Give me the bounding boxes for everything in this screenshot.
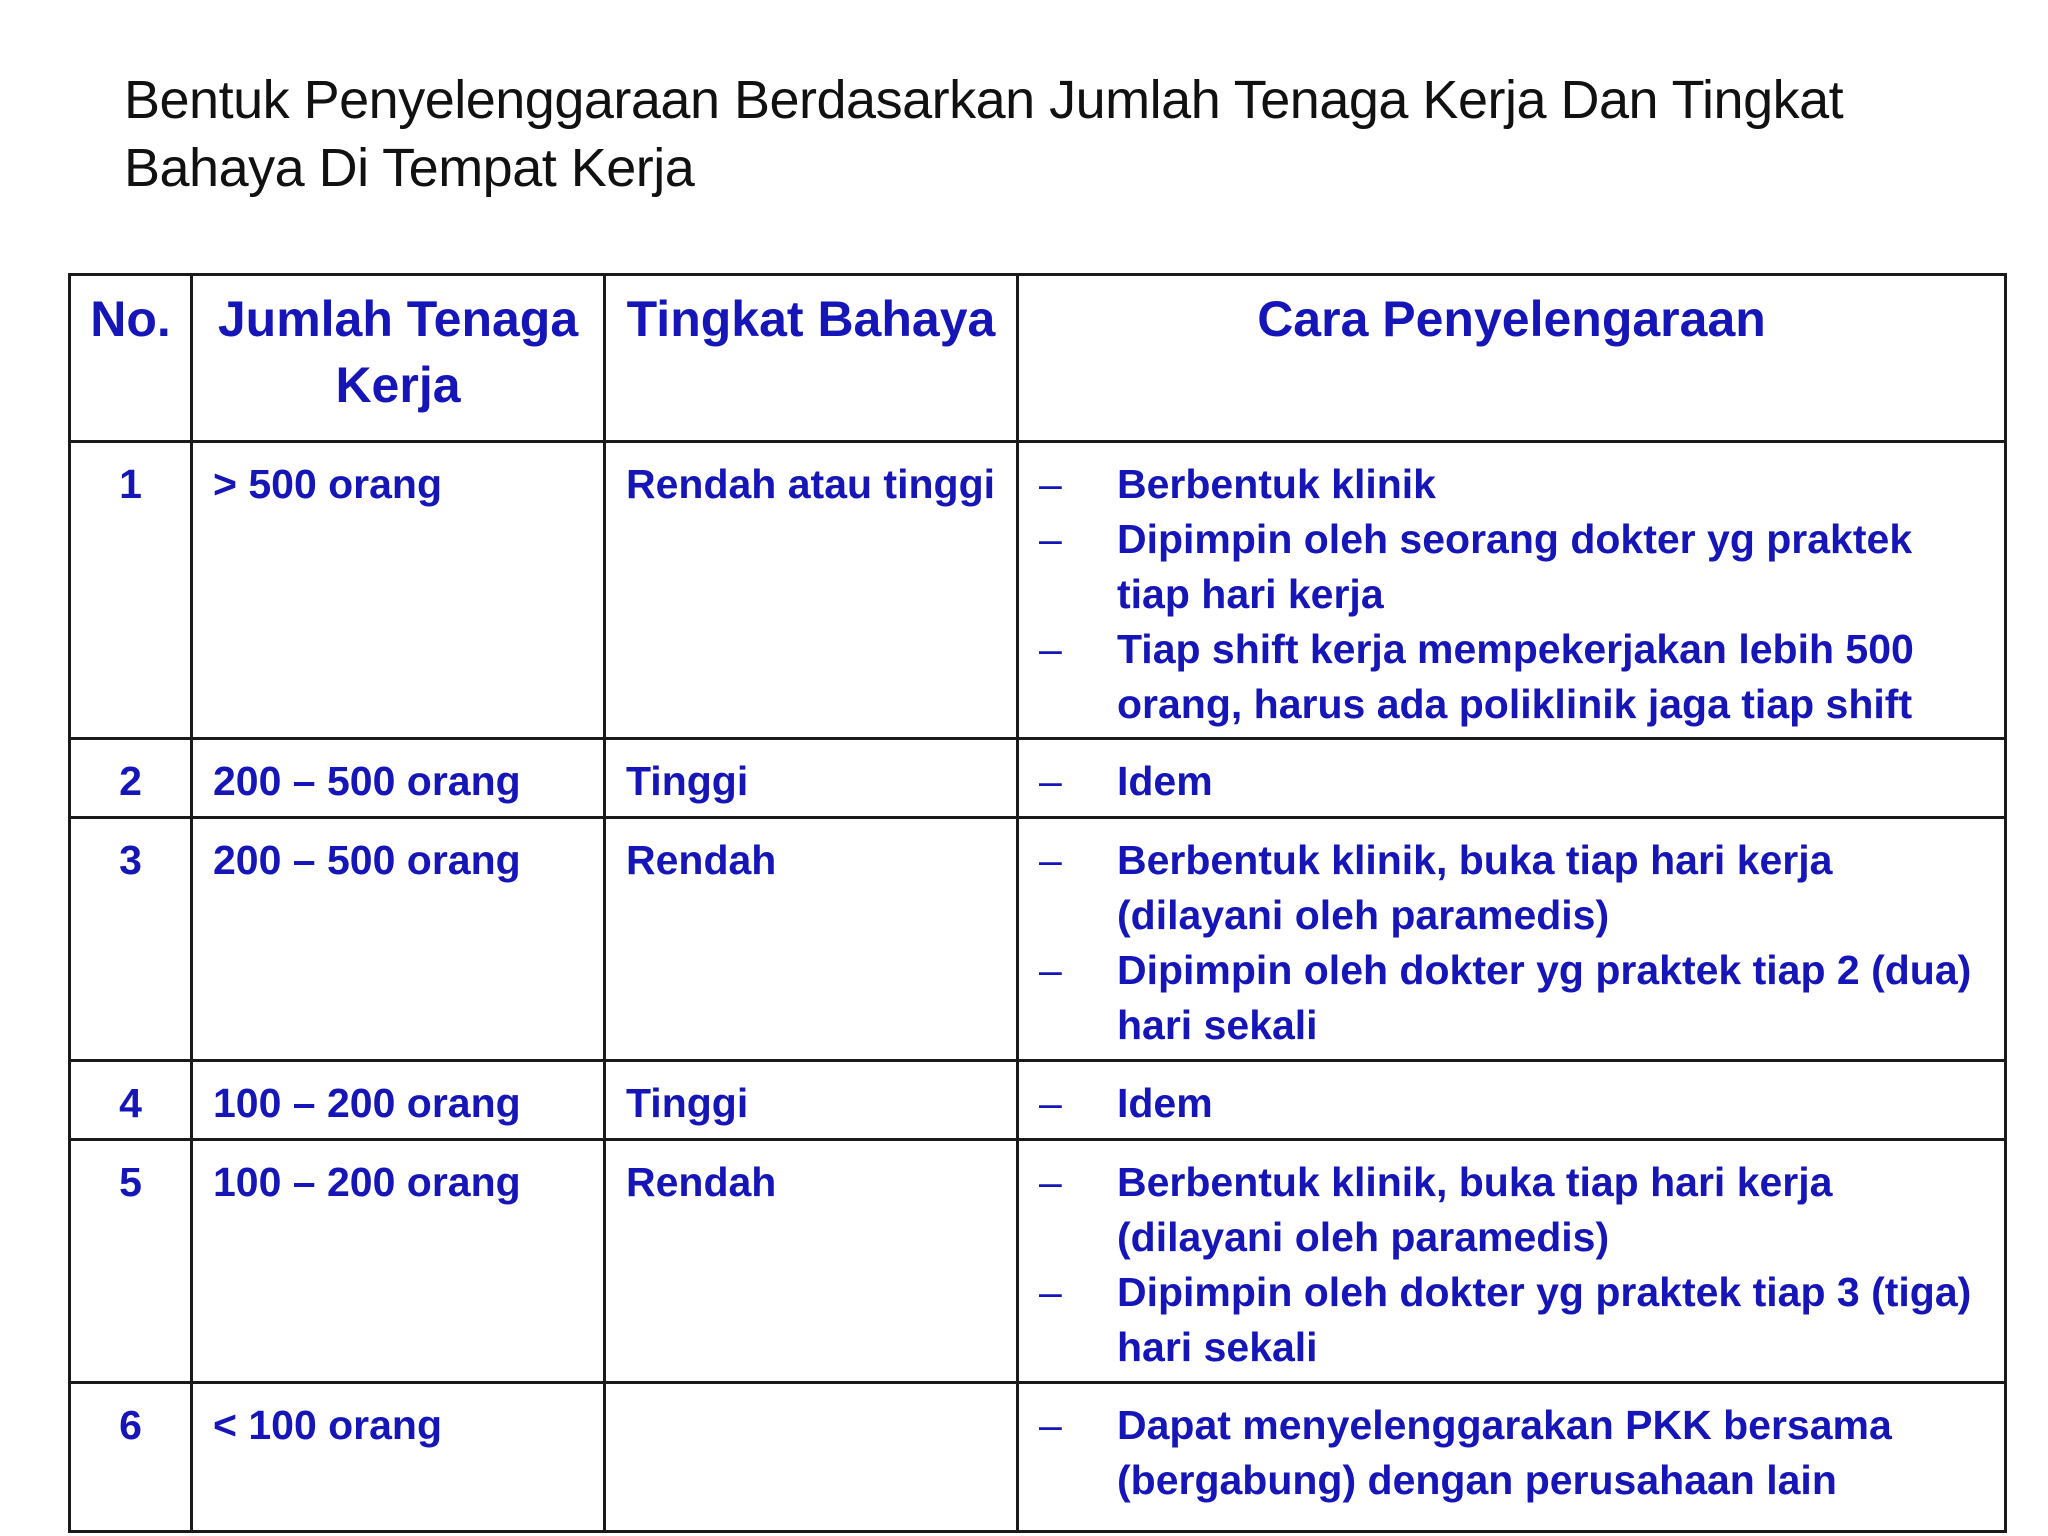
cell-cara — [1018, 1383, 2006, 1532]
cell-cara — [1018, 739, 2006, 818]
cell-bahaya: Rendah — [605, 818, 1018, 1061]
header-no: No. — [70, 275, 192, 442]
dash-bullet-icon: – — [1039, 626, 1062, 672]
cell-bahaya: Tinggi — [605, 1061, 1018, 1140]
cell-no: 4 — [70, 1061, 192, 1140]
dash-bullet-icon: – — [1039, 1269, 1062, 1315]
cell-no: 3 — [70, 818, 192, 1061]
table-row — [70, 442, 2006, 739]
dash-bullet-icon: – — [1039, 1159, 1062, 1205]
dash-bullet-icon: – — [1039, 1080, 1062, 1126]
dash-bullet-icon: – — [1039, 516, 1062, 562]
table-row — [70, 1061, 2006, 1140]
table-row — [70, 739, 2006, 818]
list-item: – Idem — [1019, 754, 1984, 809]
page-title-line-1: Bentuk Penyelenggaraan Berdasarkan Jumlah Tenaga Kerja Dan Tingkat — [124, 70, 1844, 130]
cell-no: 5 — [70, 1140, 192, 1383]
cell-cara — [1018, 1140, 2006, 1383]
cell-cara — [1018, 818, 2006, 1061]
cell-bahaya: Tinggi — [605, 739, 1018, 818]
cell-jumlah: 100 – 200 orang — [192, 1140, 605, 1383]
dash-bullet-icon: – — [1039, 947, 1062, 993]
cara-list — [1019, 754, 1984, 809]
cell-jumlah: 200 – 500 orang — [192, 818, 605, 1061]
list-item: – Dipimpin oleh dokter yg praktek tiap 2 (dua) hari sekali — [1019, 943, 1984, 1053]
table-row — [70, 818, 2006, 1061]
dash-bullet-icon: – — [1039, 758, 1062, 804]
cell-jumlah: < 100 orang — [192, 1383, 605, 1532]
cara-list — [1019, 457, 1984, 732]
header-jumlah-tenaga-kerja: Jumlah Tenaga Kerja — [192, 275, 605, 442]
list-item: – Dipimpin oleh seorang dokter yg praktek tiap hari kerja — [1019, 512, 1984, 622]
page-title — [124, 66, 1924, 202]
dash-bullet-icon: – — [1039, 1402, 1062, 1448]
header-cara-penyelengaraan: Cara Penyelengaraan — [1018, 275, 2006, 442]
cell-no: 1 — [70, 442, 192, 739]
cell-cara — [1018, 1061, 2006, 1140]
dash-bullet-icon: – — [1039, 461, 1062, 507]
page-title-line-2: Bahaya Di Tempat Kerja — [124, 138, 695, 198]
list-item: – Dapat menyelenggarakan PKK bersama (bergabung) dengan perusahaan lain — [1019, 1398, 1984, 1508]
list-item: – Berbentuk klinik, buka tiap hari kerja (dilayani oleh paramedis) — [1019, 1155, 1984, 1265]
cara-list — [1019, 1155, 1984, 1375]
table-row — [70, 1140, 2006, 1383]
list-item: – Dipimpin oleh dokter yg praktek tiap 3 (tiga) hari sekali — [1019, 1265, 1984, 1375]
table-row — [70, 1383, 2006, 1532]
cara-list — [1019, 1076, 1984, 1131]
cell-cara — [1018, 442, 2006, 739]
penyelenggaraan-table — [68, 273, 2007, 1533]
cell-no: 2 — [70, 739, 192, 818]
table-header-row — [70, 275, 2006, 442]
cell-jumlah: 200 – 500 orang — [192, 739, 605, 818]
cell-no: 6 — [70, 1383, 192, 1532]
list-item: – Tiap shift kerja mempekerjakan lebih 500 orang, harus ada poliklinik jaga tiap shift — [1019, 622, 1984, 732]
list-item: – Berbentuk klinik, buka tiap hari kerja (dilayani oleh paramedis) — [1019, 833, 1984, 943]
cell-bahaya: Rendah — [605, 1140, 1018, 1383]
cell-bahaya — [605, 1383, 1018, 1532]
header-tingkat-bahaya: Tingkat Bahaya — [605, 275, 1018, 442]
cell-jumlah: 100 – 200 orang — [192, 1061, 605, 1140]
cara-list — [1019, 833, 1984, 1053]
cara-list — [1019, 1398, 1984, 1508]
dash-bullet-icon: – — [1039, 837, 1062, 883]
list-item: – Idem — [1019, 1076, 1984, 1131]
list-item: – Berbentuk klinik — [1019, 457, 1984, 512]
cell-bahaya: Rendah atau tinggi — [605, 442, 1018, 739]
cell-jumlah: > 500 orang — [192, 442, 605, 739]
